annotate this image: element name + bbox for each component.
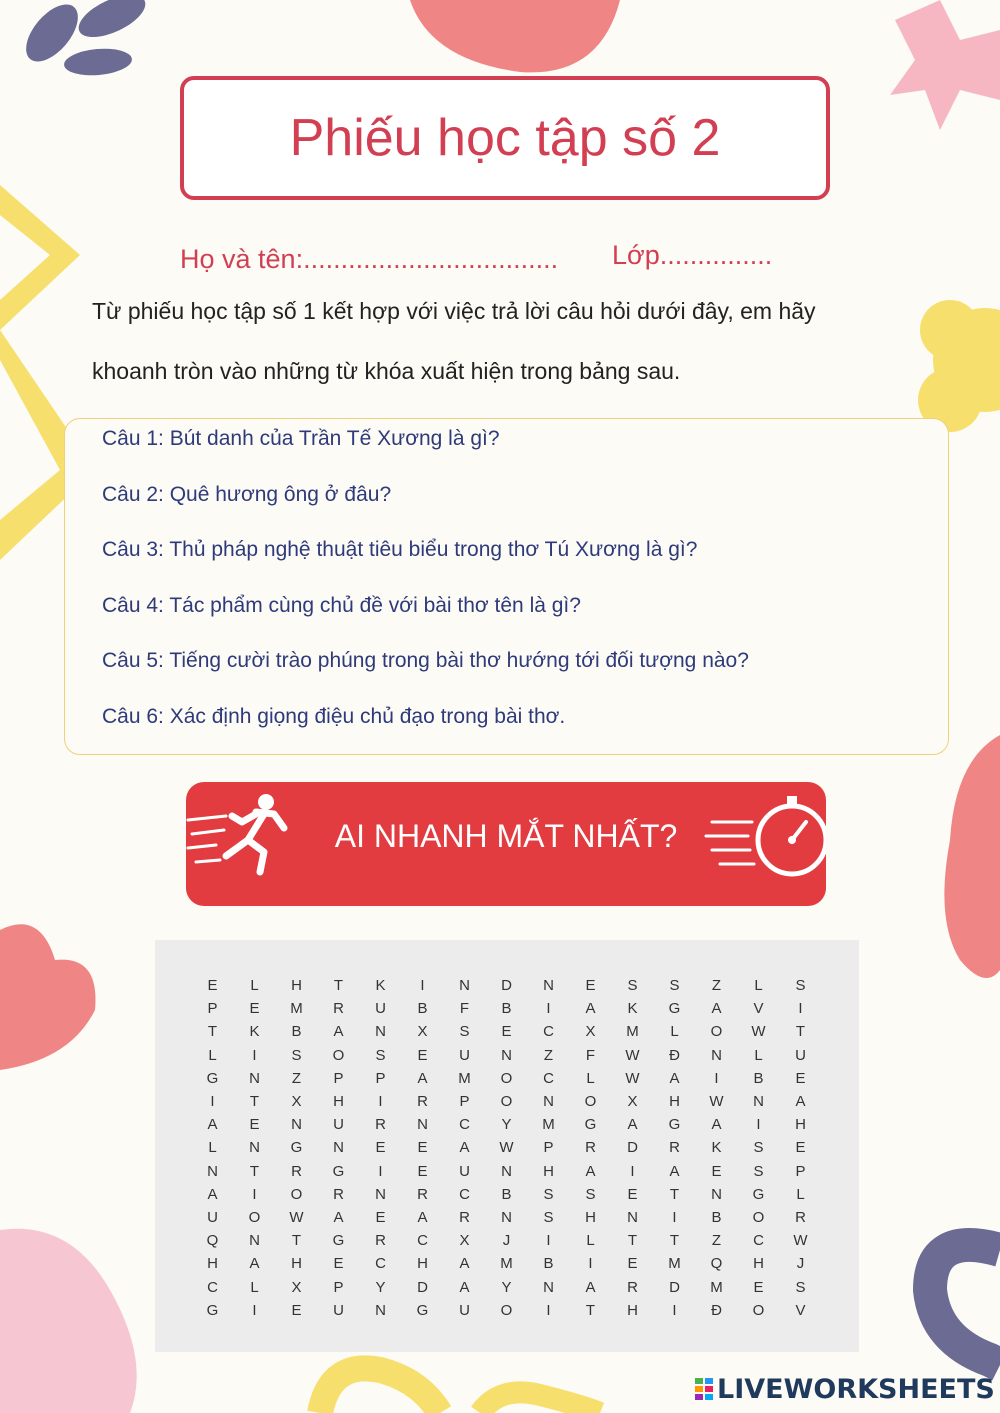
grid-cell[interactable]: A (249, 1255, 260, 1273)
grid-cell[interactable]: N (249, 1232, 260, 1250)
question-6: Câu 6: Xác định giọng điệu chủ đạo trong bài thơ. (102, 705, 566, 728)
grid-cell[interactable]: G (584, 1116, 597, 1134)
grid-cell[interactable]: H (543, 1162, 554, 1180)
grid-cell[interactable]: A (459, 1139, 470, 1157)
grid-cell[interactable]: Đ (711, 1301, 722, 1319)
grid-cell[interactable]: T (291, 1232, 302, 1250)
grid-cell[interactable]: L (250, 977, 259, 994)
grid-cell[interactable]: H (627, 1301, 638, 1319)
grid-cell[interactable]: E (585, 977, 596, 994)
grid-cell[interactable]: H (417, 1255, 428, 1273)
grid-cell[interactable]: C (375, 1255, 386, 1273)
grid-cell[interactable]: Q (710, 1255, 723, 1273)
grid-cell[interactable]: B (711, 1209, 722, 1226)
grid-cell[interactable]: T (249, 1093, 260, 1110)
grid-cell[interactable]: G (668, 1116, 681, 1134)
grid-cell[interactable]: M (458, 1069, 471, 1087)
grid-cell[interactable]: M (668, 1255, 681, 1273)
grid-cell[interactable]: N (249, 1139, 260, 1157)
grid-cell[interactable]: E (711, 1162, 722, 1180)
grid-cell[interactable]: B (543, 1255, 554, 1273)
grid-cell[interactable]: A (585, 1000, 596, 1018)
grid-cell[interactable]: C (459, 1116, 470, 1134)
grid-cell[interactable]: I (672, 1301, 677, 1319)
grid-cell[interactable]: C (753, 1232, 764, 1250)
grid-cell[interactable]: S (543, 1185, 554, 1203)
grid-cell[interactable]: E (627, 1185, 638, 1203)
grid-cell[interactable]: P (459, 1093, 470, 1110)
grid-cell[interactable]: A (459, 1278, 470, 1296)
grid-cell[interactable]: H (207, 1255, 218, 1273)
grid-cell[interactable]: R (585, 1139, 596, 1157)
grid-cell[interactable]: S (795, 1278, 806, 1296)
grid-cell[interactable]: S (375, 1046, 386, 1064)
grid-cell[interactable]: A (207, 1185, 218, 1203)
grid-cell[interactable]: A (585, 1162, 596, 1180)
blob-shape (410, 0, 620, 72)
grid-cell[interactable]: A (417, 1069, 428, 1087)
grid-cell[interactable]: U (207, 1209, 218, 1226)
grid-cell[interactable]: I (420, 977, 425, 994)
grid-cell[interactable]: P (333, 1069, 344, 1087)
grid-cell[interactable]: T (669, 1185, 680, 1203)
grid-cell[interactable]: H (669, 1093, 680, 1110)
grid-cell[interactable]: N (501, 1046, 512, 1064)
grid-cell[interactable]: W (793, 1232, 808, 1250)
grid-cell[interactable]: I (630, 1162, 635, 1180)
grid-cell[interactable]: U (333, 1301, 344, 1319)
grid-cell[interactable]: Y (501, 1278, 512, 1296)
grid-cell[interactable]: S (753, 1162, 764, 1180)
grid-row (192, 1023, 832, 1046)
grid-cell[interactable]: E (417, 1162, 428, 1180)
grid-cell[interactable]: N (543, 1093, 554, 1110)
grid-cell[interactable]: Z (543, 1046, 554, 1064)
grid-cell[interactable]: S (627, 977, 638, 994)
class-label: Lớp............... (612, 240, 773, 270)
grid-cell[interactable]: N (753, 1093, 764, 1110)
grid-cell[interactable]: D (669, 1278, 680, 1296)
grid-cell[interactable]: M (542, 1116, 555, 1134)
grid-cell[interactable]: I (546, 1232, 551, 1250)
grid-cell[interactable]: N (627, 1209, 638, 1226)
heart-shape (0, 924, 96, 1070)
grid-row (192, 1163, 832, 1186)
grid-cell[interactable]: Z (711, 1232, 722, 1250)
grid-cell[interactable]: S (585, 1185, 596, 1203)
grid-cell[interactable]: Z (291, 1069, 302, 1087)
question-3: Câu 3: Thủ pháp nghệ thuật tiêu biểu trong thơ Tú Xương là gì? (102, 538, 698, 561)
grid-cell[interactable]: U (459, 1046, 470, 1064)
grid-cell[interactable]: P (333, 1278, 344, 1296)
grid-cell[interactable]: I (546, 1301, 551, 1319)
grid-cell[interactable]: W (289, 1209, 304, 1226)
grid-cell[interactable]: L (586, 1069, 595, 1087)
runner-icon (186, 790, 296, 880)
grid-cell[interactable]: J (502, 1232, 511, 1250)
grid-cell[interactable]: D (627, 1139, 638, 1157)
grid-row (192, 1279, 832, 1302)
title-box (180, 76, 830, 200)
grid-cell[interactable]: T (669, 1232, 680, 1250)
grid-cell[interactable]: P (375, 1069, 386, 1087)
grid-cell[interactable]: T (333, 977, 344, 994)
brand-name: LIVEWORKSHEETS (717, 1374, 995, 1405)
grid-cell[interactable]: G (332, 1162, 345, 1180)
grid-cell[interactable]: K (375, 977, 386, 994)
grid-cell[interactable]: N (543, 977, 554, 994)
leaf-shape (73, 0, 152, 46)
grid-cell[interactable]: B (291, 1023, 302, 1041)
grid-cell[interactable]: V (795, 1301, 806, 1319)
grid-cell[interactable]: A (627, 1116, 638, 1134)
grid-cell[interactable]: E (795, 1139, 806, 1157)
grid-cell[interactable]: O (500, 1301, 513, 1319)
grid-cell[interactable]: B (501, 1000, 512, 1018)
grid-cell[interactable]: R (375, 1116, 386, 1134)
grid-cell[interactable]: S (669, 977, 680, 994)
student-name-label: Họ và tên:.................................. (180, 244, 559, 274)
grid-cell[interactable]: R (459, 1209, 470, 1226)
grid-cell[interactable]: U (795, 1046, 806, 1064)
question-5: Câu 5: Tiếng cười trào phúng trong bài thơ hướng tới đối tượng nào? (102, 649, 749, 672)
grid-cell[interactable]: A (333, 1209, 344, 1226)
grid-cell[interactable]: B (417, 1000, 428, 1018)
grid-cell[interactable]: N (543, 1278, 554, 1296)
grid-cell[interactable]: C (543, 1069, 554, 1087)
grid-cell[interactable]: T (207, 1023, 218, 1041)
grid-cell[interactable]: N (459, 977, 470, 994)
grid-cell[interactable]: A (711, 1116, 722, 1134)
grid-cell[interactable]: N (375, 1023, 386, 1041)
challenge-banner (186, 782, 826, 906)
grid-cell[interactable]: F (459, 1000, 470, 1018)
grid-cell[interactable]: Y (375, 1278, 386, 1296)
grid-cell[interactable]: N (501, 1162, 512, 1180)
grid-cell[interactable]: W (709, 1093, 724, 1110)
grid-cell[interactable]: G (206, 1069, 219, 1087)
grid-cell[interactable]: E (753, 1278, 764, 1296)
squiggle-shape (480, 1392, 600, 1413)
grid-cell[interactable]: P (795, 1162, 806, 1180)
grid-cell[interactable]: O (710, 1023, 723, 1041)
grid-cell[interactable]: M (626, 1023, 639, 1041)
grid-cell[interactable]: E (795, 1069, 806, 1087)
grid-cell[interactable]: Q (206, 1232, 219, 1250)
blob-shape (944, 735, 1000, 978)
grid-cell[interactable]: H (291, 1255, 302, 1273)
grid-cell[interactable]: G (668, 1000, 681, 1018)
grid-cell[interactable]: R (291, 1162, 302, 1180)
grid-cell[interactable]: U (375, 1000, 386, 1018)
grid-row (192, 1209, 832, 1232)
grid-cell[interactable]: N (711, 1185, 722, 1203)
grid-cell[interactable]: R (669, 1139, 680, 1157)
grid-cell[interactable]: E (375, 1139, 386, 1157)
grid-cell[interactable]: X (627, 1093, 638, 1110)
grid-cell[interactable]: X (291, 1093, 302, 1110)
grid-cell[interactable]: S (459, 1023, 470, 1041)
squiggle-shape (930, 1245, 1000, 1365)
grid-cell[interactable]: N (207, 1162, 218, 1180)
grid-cell[interactable]: A (333, 1023, 344, 1041)
grid-cell[interactable]: R (417, 1185, 428, 1203)
grid-cell[interactable]: I (588, 1255, 593, 1273)
grid-row (192, 1255, 832, 1278)
grid-cell[interactable]: T (627, 1232, 638, 1250)
grid-cell[interactable]: N (333, 1139, 344, 1157)
grid-cell[interactable]: P (207, 1000, 218, 1018)
grid-cell[interactable]: Đ (669, 1046, 680, 1064)
grid-cell[interactable]: I (378, 1093, 383, 1110)
grid-cell[interactable]: K (627, 1000, 638, 1018)
grid-cell[interactable]: A (585, 1278, 596, 1296)
flower-shape (920, 300, 980, 360)
grid-cell[interactable]: I (546, 1000, 551, 1018)
grid-cell[interactable]: X (291, 1278, 302, 1296)
grid-cell[interactable]: O (500, 1069, 513, 1087)
grid-cell[interactable]: C (417, 1232, 428, 1250)
grid-cell[interactable]: E (333, 1255, 344, 1273)
grid-cell[interactable]: B (753, 1069, 764, 1087)
grid-cell[interactable]: A (669, 1162, 680, 1180)
grid-cell[interactable]: H (585, 1209, 596, 1226)
grid-cell[interactable]: N (291, 1116, 302, 1134)
grid-cell[interactable]: E (627, 1255, 638, 1273)
grid-row (192, 1070, 832, 1093)
grid-cell[interactable]: G (332, 1232, 345, 1250)
grid-cell[interactable]: O (248, 1209, 261, 1226)
grid-cell[interactable]: M (710, 1278, 723, 1296)
grid-cell[interactable]: E (417, 1046, 428, 1064)
grid-cell[interactable]: D (417, 1278, 428, 1296)
grid-cell[interactable]: E (207, 977, 218, 994)
liveworksheets-logo-icon (695, 1378, 713, 1400)
grid-cell[interactable]: R (333, 1185, 344, 1203)
grid-cell[interactable]: I (252, 1301, 257, 1319)
grid-row (192, 1116, 832, 1139)
grid-cell[interactable]: L (208, 1139, 217, 1157)
grid-cell[interactable]: H (795, 1116, 806, 1134)
grid-cell[interactable]: I (756, 1116, 761, 1134)
grid-cell[interactable]: L (586, 1232, 595, 1250)
grid-cell[interactable]: L (250, 1278, 259, 1296)
grid-cell[interactable]: R (375, 1232, 386, 1250)
grid-cell[interactable]: N (375, 1185, 386, 1203)
grid-cell[interactable]: S (543, 1209, 554, 1226)
grid-cell[interactable]: L (754, 977, 763, 994)
grid-cell[interactable]: M (500, 1255, 513, 1273)
grid-cell[interactable]: T (249, 1162, 260, 1180)
grid-cell[interactable]: E (501, 1023, 512, 1041)
star-shape (890, 0, 1000, 130)
grid-cell[interactable]: N (375, 1301, 386, 1319)
grid-cell[interactable]: G (206, 1301, 219, 1319)
question-4: Câu 4: Tác phẩm cùng chủ đề với bài thơ tên là gì? (102, 594, 581, 617)
grid-cell[interactable]: Z (711, 977, 722, 994)
grid-cell[interactable]: O (332, 1046, 345, 1064)
question-2: Câu 2: Quê hương ông ở đâu? (102, 483, 392, 506)
grid-cell[interactable]: U (333, 1116, 344, 1134)
grid-cell[interactable]: X (585, 1023, 596, 1041)
grid-row (192, 1000, 832, 1023)
grid-cell[interactable]: U (459, 1301, 470, 1319)
leaf-shape (63, 46, 133, 78)
grid-cell[interactable]: H (753, 1255, 764, 1273)
grid-cell[interactable]: J (796, 1255, 805, 1273)
grid-cell[interactable]: E (249, 1000, 260, 1018)
grid-cell[interactable]: N (417, 1116, 428, 1134)
grid-cell[interactable]: L (208, 1046, 217, 1064)
grid-cell[interactable]: N (711, 1046, 722, 1064)
grid-cell[interactable]: X (459, 1232, 470, 1250)
grid-row (192, 1093, 832, 1116)
grid-cell[interactable]: S (291, 1046, 302, 1064)
grid-cell[interactable]: R (795, 1209, 806, 1226)
stopwatch-icon (702, 782, 826, 892)
grid-row (192, 1232, 832, 1255)
grid-cell[interactable]: O (752, 1301, 765, 1319)
grid-cell[interactable]: V (753, 1000, 764, 1018)
grid-cell[interactable]: L (670, 1023, 679, 1041)
grid-cell[interactable]: C (207, 1278, 218, 1296)
grid-cell[interactable]: A (669, 1069, 680, 1087)
grid-cell[interactable]: O (752, 1209, 765, 1226)
grid-cell[interactable]: R (417, 1093, 428, 1110)
question-1: Câu 1: Bút danh của Trần Tế Xương là gì? (102, 427, 500, 450)
grid-cell[interactable]: I (378, 1162, 383, 1180)
grid-cell[interactable]: W (625, 1046, 640, 1064)
grid-cell[interactable]: I (672, 1209, 677, 1226)
grid-cell[interactable]: Y (501, 1116, 512, 1134)
grid-cell[interactable]: D (501, 977, 512, 994)
grid-cell[interactable]: H (333, 1093, 344, 1110)
grid-cell[interactable]: K (249, 1023, 260, 1041)
grid-cell[interactable]: A (207, 1116, 218, 1134)
intro-line-2: khoanh tròn vào những từ khóa xuất hiện trong bảng sau. (92, 358, 681, 384)
grid-row (192, 977, 832, 1000)
grid-cell[interactable]: I (210, 1093, 215, 1110)
grid-cell[interactable]: T (795, 1023, 806, 1041)
grid-row (192, 1302, 832, 1325)
grid-cell[interactable]: C (543, 1023, 554, 1041)
grid-cell[interactable]: O (584, 1093, 597, 1110)
grid-row (192, 1186, 832, 1209)
grid-cell[interactable]: E (417, 1139, 428, 1157)
intro-line-1: Từ phiếu học tập số 1 kết hợp với việc trả lời câu hỏi dưới đây, em hãy (92, 298, 816, 324)
grid-cell[interactable]: O (290, 1185, 303, 1203)
grid-cell[interactable]: W (499, 1139, 514, 1157)
grid-cell[interactable]: H (291, 977, 302, 994)
grid-cell[interactable]: K (711, 1139, 722, 1157)
grid-cell[interactable]: I (798, 1000, 803, 1018)
banner-title: AI NHANH MẮT NHẤT? (334, 818, 678, 854)
grid-cell[interactable]: A (711, 1000, 722, 1018)
grid-cell[interactable]: F (585, 1046, 596, 1064)
grid-cell[interactable]: N (249, 1069, 260, 1087)
grid-cell[interactable]: X (417, 1023, 428, 1041)
grid-cell[interactable]: R (333, 1000, 344, 1018)
grid-cell[interactable]: T (585, 1301, 596, 1319)
grid-cell[interactable]: A (417, 1209, 428, 1226)
grid-cell[interactable]: I (714, 1069, 719, 1087)
grid-cell[interactable]: C (459, 1185, 470, 1203)
grid-cell[interactable]: W (751, 1023, 766, 1041)
grid-cell[interactable]: E (249, 1116, 260, 1134)
grid-row (192, 1047, 832, 1070)
grid-cell[interactable]: S (753, 1139, 764, 1157)
grid-cell[interactable]: N (501, 1209, 512, 1226)
grid-row (192, 1139, 832, 1162)
grid-cell[interactable]: G (752, 1185, 765, 1203)
grid-cell[interactable]: A (795, 1093, 806, 1110)
grid-cell[interactable]: R (627, 1278, 638, 1296)
zigzag-shape (0, 185, 80, 330)
grid-cell[interactable]: M (290, 1000, 303, 1018)
grid-cell[interactable]: A (459, 1255, 470, 1273)
page-title: Phiếu học tập số 2 (289, 109, 721, 167)
grid-cell[interactable]: L (796, 1185, 805, 1203)
grid-cell[interactable]: P (543, 1139, 554, 1157)
grid-cell[interactable]: O (500, 1093, 513, 1110)
grid-cell[interactable]: E (291, 1301, 302, 1319)
blob-shape (0, 1229, 137, 1413)
grid-cell[interactable]: E (375, 1209, 386, 1226)
grid-cell[interactable]: L (754, 1046, 763, 1064)
grid-cell[interactable]: I (252, 1185, 257, 1203)
grid-cell[interactable]: S (795, 977, 806, 994)
grid-cell[interactable]: G (290, 1139, 303, 1157)
squiggle-shape (320, 1368, 440, 1413)
grid-cell[interactable]: B (501, 1185, 512, 1203)
grid-cell[interactable]: W (625, 1069, 640, 1087)
grid-cell[interactable]: U (459, 1162, 470, 1180)
grid-cell[interactable]: G (416, 1301, 429, 1319)
grid-cell[interactable]: I (252, 1046, 257, 1064)
